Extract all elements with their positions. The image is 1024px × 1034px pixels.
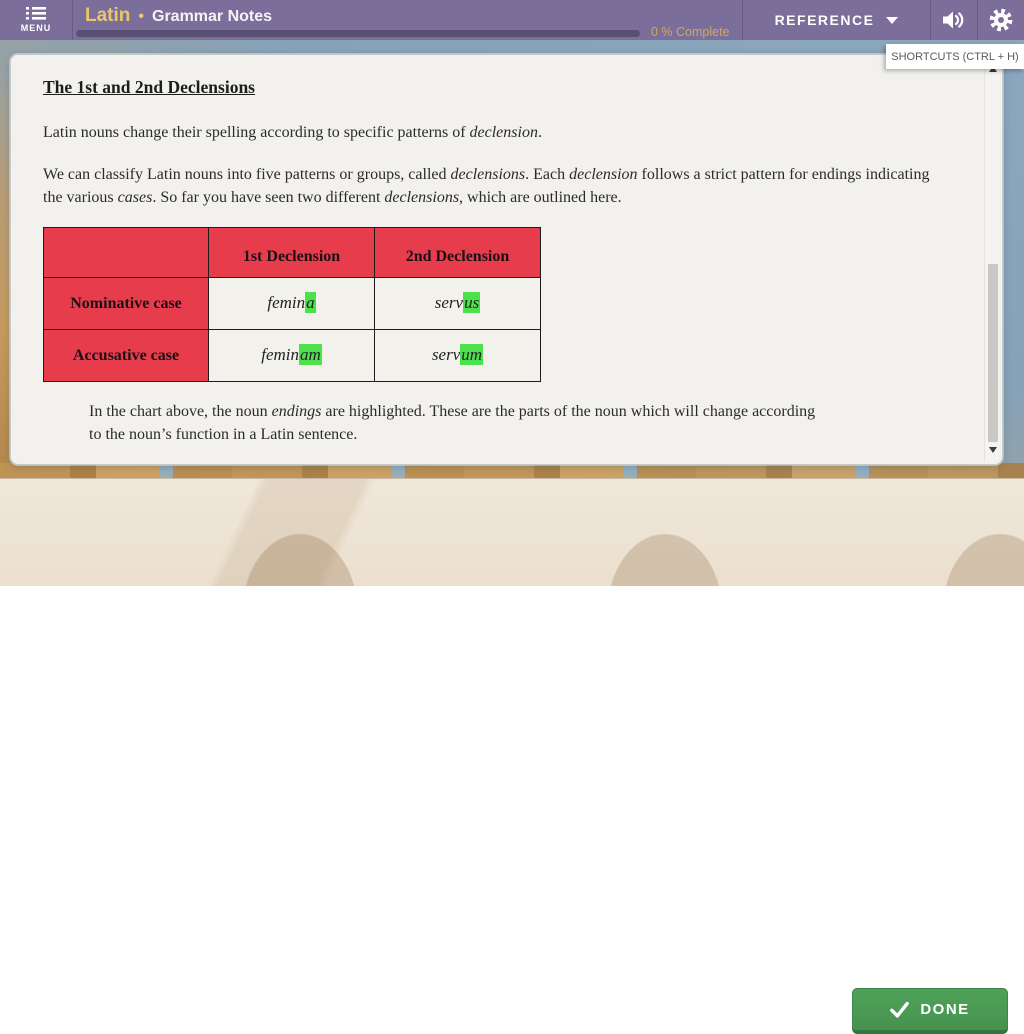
background-photo-strip (0, 463, 1024, 478)
shortcuts-tooltip: SHORTCUTS (CTRL + H) (886, 44, 1024, 69)
row-label-accusative: Accusative case (44, 329, 209, 381)
table-row (44, 329, 541, 381)
gear-icon (988, 7, 1014, 33)
scroll-down-arrow-icon[interactable] (989, 447, 997, 453)
highlighted-ending: am (300, 345, 321, 365)
title-separator: • (138, 8, 144, 25)
table-row (44, 277, 541, 329)
highlighted-ending: a (306, 293, 315, 313)
done-button-label: DONE (920, 1001, 970, 1018)
content-scrollbar[interactable] (984, 58, 1000, 461)
done-button[interactable] (852, 988, 1008, 1034)
volume-button[interactable] (930, 0, 976, 40)
slide-content (11, 55, 982, 464)
reference-label: REFERENCE (774, 12, 875, 28)
slide-heading: The 1st and 2nd Declensions (43, 77, 255, 97)
menu-button-label: MENU (20, 23, 52, 33)
player-footer (0, 478, 1024, 1018)
declension-table (43, 227, 541, 382)
table-header-row (44, 227, 541, 277)
paragraph-intro: Latin nouns change their spelling according to specific patterns of declension. (43, 124, 542, 142)
settings-button[interactable] (977, 0, 1024, 40)
topbar-divider (72, 0, 73, 40)
list-menu-icon (26, 7, 46, 20)
paragraph-note: In the chart above, the noun endings are highlighted. These are the parts of the noun which will change according to the noun’s function in a Latin sentence. (89, 402, 816, 444)
lesson-title: Grammar Notes (152, 8, 273, 25)
table-cell-word: servus (375, 277, 541, 329)
course-title: Latin (85, 5, 131, 26)
chevron-down-icon (886, 17, 898, 24)
highlighted-ending: um (461, 345, 483, 365)
progress-bar (76, 30, 640, 37)
table-cell-word: femina (209, 277, 375, 329)
menu-button[interactable] (0, 0, 72, 40)
paragraph-classify: We can classify Latin nouns into five patterns or groups, called declensions. Each declension follows a strict pattern for endings indicating the various cases. So far you have seen two different declensions, which are outlined here. (43, 165, 930, 206)
table-cell-word: feminam (209, 329, 375, 381)
table-cell-word: servum (375, 329, 541, 381)
progress-label: 0 % Complete (651, 25, 730, 39)
slide-panel (10, 54, 1003, 465)
table-corner-cell (44, 227, 209, 277)
table-header-2nd-declension: 2nd Declension (375, 227, 541, 277)
reference-dropdown-button[interactable] (743, 0, 930, 40)
background-photo (0, 40, 1024, 478)
row-label-nominative: Nominative case (44, 277, 209, 329)
highlighted-ending: us (464, 293, 480, 313)
checkmark-icon (890, 1001, 909, 1018)
speaker-icon (941, 9, 965, 31)
table-header-1st-declension: 1st Declension (209, 227, 375, 277)
top-bar (0, 0, 1024, 40)
scrollbar-thumb[interactable] (988, 264, 998, 442)
breadcrumb-title (85, 5, 272, 27)
